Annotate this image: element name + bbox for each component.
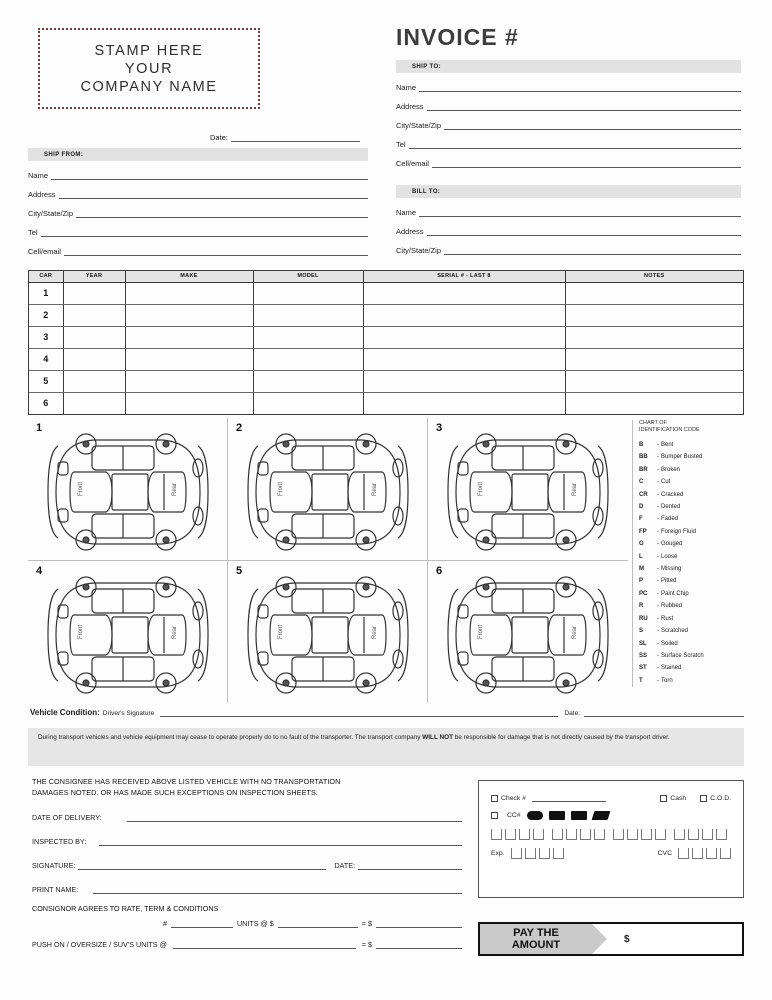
mastercard-logo <box>527 811 543 820</box>
code-desc: Torn <box>661 677 673 684</box>
code-desc: Rust <box>661 615 674 622</box>
code-row: R - Rubbed <box>639 600 744 612</box>
transport-disclaimer <box>28 728 744 766</box>
ship-to-tel-label: Tel <box>396 140 406 149</box>
row-number: 1 <box>29 282 63 304</box>
ship-to-citystatezip-field[interactable] <box>396 114 741 130</box>
cell-make[interactable] <box>125 282 253 304</box>
cell-serial[interactable] <box>363 304 565 326</box>
code-desc: Loose <box>661 553 678 560</box>
table-row[interactable] <box>29 326 743 348</box>
units-count-line[interactable] <box>171 919 233 928</box>
cell-year[interactable] <box>63 326 125 348</box>
code-row: RU - Rust <box>639 613 744 625</box>
ship-from-name-field[interactable] <box>28 164 368 180</box>
cash-label: Cash <box>670 795 687 802</box>
svg-text:Front: Front <box>78 624 84 639</box>
date-of-delivery-field[interactable] <box>32 806 462 822</box>
card-digit-box[interactable] <box>519 829 530 840</box>
code-row: BB - Bumper Busted <box>639 451 744 463</box>
code-desc: Foreign Fluid <box>661 528 697 535</box>
pushon-equals-label: = $ <box>361 940 372 949</box>
code-desc: Bumper Busted <box>661 454 703 461</box>
code-key: PC <box>639 590 648 597</box>
car-diagram-number: 3 <box>436 422 443 434</box>
car-diagram-number: 2 <box>236 422 243 434</box>
row-number: 5 <box>29 370 63 392</box>
cc-label: CC# <box>507 812 521 819</box>
card-digit-box[interactable] <box>580 829 591 840</box>
code-key: R <box>639 603 644 610</box>
car-top-view-icon <box>34 428 220 556</box>
ship-to-address-field[interactable] <box>396 95 741 111</box>
signature-date-label: DATE: <box>334 861 356 870</box>
car-diagram-5[interactable] <box>228 561 428 704</box>
code-key: D <box>639 504 644 511</box>
card-digit-box[interactable] <box>674 829 685 840</box>
code-row: B - Bent <box>639 439 744 451</box>
pay-amount-line1: PAY THE <box>513 927 559 939</box>
cell-model[interactable] <box>253 348 363 370</box>
code-row: T - Torn <box>639 675 744 687</box>
cell-notes[interactable] <box>565 348 743 370</box>
vehicle-condition-row <box>30 708 744 717</box>
bill-to-name-line[interactable] <box>419 208 741 217</box>
bill-to-address-line[interactable] <box>427 227 741 236</box>
bill-to-address-label: Address <box>396 227 424 236</box>
units-at-label: UNITS @ $ <box>236 919 274 928</box>
cvc-boxes[interactable] <box>678 848 731 859</box>
header-date-label: Date: <box>210 133 228 142</box>
code-desc: Paint Chip <box>661 590 689 597</box>
cvc-digit-box[interactable] <box>678 848 689 859</box>
ship-to-citystatezip-label: City/State/Zip <box>396 121 442 130</box>
ship-from-header: SHIP FROM: <box>28 148 368 161</box>
car-diagram-2[interactable] <box>228 418 428 561</box>
card-digit-box[interactable] <box>594 829 605 840</box>
cell-serial[interactable] <box>363 348 565 370</box>
payment-method-box <box>478 780 744 898</box>
row-number: 2 <box>29 304 63 326</box>
company-stamp-box <box>38 28 260 109</box>
exp-label: Exp. <box>491 850 505 857</box>
cell-notes[interactable] <box>565 370 743 392</box>
code-desc: Faded <box>661 516 679 523</box>
car-diagram-3[interactable] <box>428 418 628 561</box>
bill-to-header: BILL TO: <box>396 185 741 198</box>
code-row: CR - Cracked <box>639 489 744 501</box>
car-diagram-6[interactable] <box>428 561 628 704</box>
bill-to-citystatezip-line[interactable] <box>444 246 741 255</box>
cell-year[interactable] <box>63 304 125 326</box>
car-top-view-icon <box>34 571 220 699</box>
cvc-digit-box[interactable] <box>706 848 717 859</box>
code-row: L - Loose <box>639 551 744 563</box>
ship-from-tel-line[interactable] <box>41 228 368 237</box>
vehicle-condition-label: Vehicle Condition: <box>30 708 100 717</box>
cell-make[interactable] <box>125 326 253 348</box>
card-digit-box[interactable] <box>533 829 544 840</box>
code-key: BR <box>639 466 648 473</box>
table-row[interactable] <box>29 392 743 414</box>
cell-model[interactable] <box>253 326 363 348</box>
card-digit-box[interactable] <box>491 829 502 840</box>
code-key: S <box>639 628 644 635</box>
cell-serial[interactable] <box>363 370 565 392</box>
svg-text:Front: Front <box>478 481 484 496</box>
pushon-total-line[interactable] <box>376 940 462 949</box>
car-diagram-number: 6 <box>436 564 443 577</box>
ship-from-citystatezip-label: City/State/Zip <box>28 209 74 218</box>
cell-model[interactable] <box>253 304 363 326</box>
code-key: T <box>639 677 643 684</box>
col-serial: SERIAL # - LAST 8 <box>363 271 565 282</box>
cash-checkbox[interactable] <box>660 795 667 802</box>
cell-notes[interactable] <box>565 282 743 304</box>
col-year: YEAR <box>63 271 125 282</box>
units-rate-line[interactable] <box>278 919 358 928</box>
row-number: 6 <box>29 392 63 414</box>
col-car: CAR <box>29 271 63 282</box>
code-key: L <box>639 553 643 560</box>
code-desc: Cracked <box>661 491 684 498</box>
ship-to-cellemail-label: Cell/email <box>396 159 429 168</box>
driver-signature-line[interactable] <box>160 709 558 717</box>
units-total-line[interactable] <box>376 919 462 928</box>
check-label: Check # <box>501 795 526 802</box>
cell-serial[interactable] <box>363 282 565 304</box>
code-key: SL <box>639 640 647 647</box>
cvc-digit-box[interactable] <box>720 848 731 859</box>
table-row[interactable] <box>29 304 743 326</box>
bill-to-citystatezip-label: City/State/Zip <box>396 246 442 255</box>
signature-line[interactable] <box>78 861 326 870</box>
cell-model[interactable] <box>253 282 363 304</box>
code-row: C - Cut <box>639 476 744 488</box>
card-digit-box[interactable] <box>505 829 516 840</box>
check-checkbox[interactable] <box>491 795 498 802</box>
code-row: S - Scratched <box>639 625 744 637</box>
exp-boxes[interactable] <box>511 848 564 859</box>
ship-to-section <box>396 60 741 168</box>
ship-from-name-label: Name <box>28 171 49 180</box>
pay-amount-currency: $ <box>624 933 630 945</box>
ship-from-citystatezip-field[interactable] <box>28 202 368 218</box>
inspected-by-label: INSPECTED BY: <box>32 837 87 846</box>
inspected-by-line[interactable] <box>99 837 462 846</box>
units-rate-row[interactable] <box>32 919 462 928</box>
ship-from-tel-label: Tel <box>28 228 38 237</box>
pay-amount-line2: AMOUNT <box>511 939 561 951</box>
code-desc: Cut <box>661 479 671 486</box>
pushon-label: PUSH ON / OVERSIZE / SUV'S UNITS @ <box>32 940 167 949</box>
ship-from-address-line[interactable] <box>59 190 368 199</box>
ship-to-citystatezip-line[interactable] <box>444 121 741 130</box>
discover-logo <box>591 811 610 820</box>
bill-to-section <box>396 185 741 255</box>
code-desc: Rubbed <box>661 603 683 610</box>
card-digit-box[interactable] <box>716 829 727 840</box>
ship-to-tel-field[interactable] <box>396 133 741 149</box>
svg-text:Front: Front <box>78 481 84 496</box>
code-row: G - Gouged <box>639 538 744 550</box>
disclaimer-text-1: During transport vehicles and vehicle equipment may cease to operate properly do to no fault of the transporter. The transport company <box>38 734 423 741</box>
code-key: C <box>639 479 644 486</box>
exp-digit-box[interactable] <box>525 848 536 859</box>
ship-from-tel-field[interactable] <box>28 221 368 237</box>
signature-field[interactable] <box>32 854 462 870</box>
print-name-line[interactable] <box>93 885 462 894</box>
ship-to-tel-line[interactable] <box>409 140 741 149</box>
card-digit-box[interactable] <box>627 829 638 840</box>
units-hash-label: # <box>162 919 167 928</box>
code-key: P <box>639 578 644 585</box>
svg-text:Rear: Rear <box>572 482 578 496</box>
visa-logo <box>549 811 565 820</box>
cell-serial[interactable] <box>363 326 565 348</box>
date-of-delivery-label: DATE OF DELIVERY: <box>32 813 102 822</box>
consignee-section <box>32 776 462 949</box>
ship-to-name-field[interactable] <box>396 76 741 92</box>
car-top-view-icon <box>434 571 620 699</box>
code-row: M - Missing <box>639 563 744 575</box>
svg-text:Rear: Rear <box>372 482 378 496</box>
pushon-rate-line[interactable] <box>173 940 356 949</box>
exp-digit-box[interactable] <box>539 848 550 859</box>
cell-year[interactable] <box>63 348 125 370</box>
code-key: SS <box>639 652 648 659</box>
code-row: F - Faded <box>639 513 744 525</box>
invoice-title: INVOICE # <box>396 24 519 50</box>
ship-to-cellemail-field[interactable] <box>396 152 741 168</box>
table-row[interactable] <box>29 370 743 392</box>
code-row: BR - Broken <box>639 464 744 476</box>
card-digit-box[interactable] <box>641 829 652 840</box>
cell-year[interactable] <box>63 392 125 414</box>
car-diagram-number: 4 <box>36 564 43 577</box>
units-equals-label: = $ <box>361 919 372 928</box>
code-key: RU <box>639 615 648 622</box>
code-desc: Bent <box>661 442 674 448</box>
code-row: D - Dented <box>639 501 744 513</box>
consignee-heading-line2: DAMAGES NOTED. OR HAS MADE SUCH EXCEPTIONS ON INSPECTION SHEETS. <box>32 788 318 797</box>
cell-notes[interactable] <box>565 304 743 326</box>
row-number: 3 <box>29 326 63 348</box>
cell-make[interactable] <box>125 392 253 414</box>
table-row[interactable] <box>29 282 743 304</box>
car-diagram-number: 5 <box>236 564 243 577</box>
consignee-heading-line1: THE CONSIGNEE HAS RECEIVED ABOVE LISTED VEHICLE WITH NO TRANSPORTATION <box>32 777 341 786</box>
cell-notes[interactable] <box>565 326 743 348</box>
code-desc: Gouged <box>661 541 683 548</box>
car-top-view-icon <box>234 571 420 699</box>
code-key: M <box>639 566 644 573</box>
cvc-label: CVC <box>657 850 672 857</box>
ship-from-citystatezip-line[interactable] <box>76 209 368 218</box>
col-notes: NOTES <box>565 271 743 282</box>
damage-code-chart <box>632 420 744 687</box>
code-key: ST <box>639 665 647 672</box>
date-of-delivery-line[interactable] <box>127 813 462 822</box>
header-date-line[interactable] <box>231 133 360 142</box>
table-row[interactable] <box>29 348 743 370</box>
svg-text:Rear: Rear <box>172 625 178 639</box>
col-make: MAKE <box>125 271 253 282</box>
cell-notes[interactable] <box>565 392 743 414</box>
card-digit-box[interactable] <box>566 829 577 840</box>
table-header-row <box>29 271 743 282</box>
card-digit-box[interactable] <box>688 829 699 840</box>
disclaimer-bold: WILL NOT <box>422 734 454 741</box>
cell-make[interactable] <box>125 348 253 370</box>
svg-text:Front: Front <box>478 624 484 639</box>
signature-date-line[interactable] <box>358 861 462 870</box>
code-key: G <box>639 541 644 548</box>
vehicle-condition-date-label: Date: <box>564 710 580 717</box>
vehicle-condition-date-line[interactable] <box>584 709 744 717</box>
stamp-line-3: COMPANY NAME <box>80 78 218 95</box>
car-diagram-number: 1 <box>36 422 43 434</box>
card-digit-box[interactable] <box>552 829 563 840</box>
svg-text:Front: Front <box>278 624 284 639</box>
cell-serial[interactable] <box>363 392 565 414</box>
cod-checkbox[interactable] <box>700 795 707 802</box>
inspected-by-field[interactable] <box>32 830 462 846</box>
code-desc: Pitted <box>661 578 677 585</box>
code-desc: Soiled <box>661 640 678 647</box>
cell-model[interactable] <box>253 370 363 392</box>
card-digit-box[interactable] <box>655 829 666 840</box>
ship-to-cellemail-line[interactable] <box>432 159 741 168</box>
exp-digit-box[interactable] <box>553 848 564 859</box>
code-key: B <box>639 442 644 448</box>
car-top-view-icon <box>434 428 620 556</box>
amex-logo <box>571 811 587 820</box>
code-chart-title-line1: CHART OF <box>639 420 667 426</box>
driver-signature-label: Driver's Signature <box>102 710 155 717</box>
cod-label: C.O.D. <box>710 795 731 802</box>
svg-text:Front: Front <box>278 481 284 496</box>
ship-from-section <box>28 148 368 256</box>
car-diagram-4[interactable] <box>28 561 228 704</box>
code-desc: Surface Scratch <box>661 652 704 659</box>
code-desc: Scratched <box>661 628 689 635</box>
ship-from-cellemail-line[interactable] <box>64 247 368 256</box>
code-key: FP <box>639 528 647 535</box>
code-key: BB <box>639 454 648 461</box>
creditcard-checkbox[interactable] <box>491 812 498 819</box>
ship-from-cellemail-label: Cell/email <box>28 247 61 256</box>
bill-to-name-field[interactable] <box>396 201 741 217</box>
code-row: ST - Stained <box>639 662 744 674</box>
code-desc: Broken <box>661 466 681 473</box>
vehicle-list-table <box>28 270 744 415</box>
card-digit-box[interactable] <box>702 829 713 840</box>
bill-to-name-label: Name <box>396 208 417 217</box>
code-row: SS - Surface Scratch <box>639 650 744 662</box>
pushon-oversize-row[interactable] <box>32 940 462 949</box>
cell-model[interactable] <box>253 392 363 414</box>
cvc-digit-box[interactable] <box>692 848 703 859</box>
print-name-label: PRINT NAME: <box>32 885 79 894</box>
ship-to-name-line[interactable] <box>419 83 741 92</box>
header-date-field[interactable] <box>210 126 360 142</box>
code-row: FP - Foreign Fluid <box>639 526 744 538</box>
row-number: 4 <box>29 348 63 370</box>
svg-text:Rear: Rear <box>172 482 178 496</box>
code-row: SL - Soiled <box>639 638 744 650</box>
ship-to-address-label: Address <box>396 102 424 111</box>
check-number-line[interactable] <box>532 795 606 802</box>
stamp-line-1: STAMP HERE <box>94 42 204 59</box>
col-model: MODEL <box>253 271 363 282</box>
bill-to-address-field[interactable] <box>396 220 741 236</box>
code-key: F <box>639 516 643 523</box>
cell-year[interactable] <box>63 370 125 392</box>
svg-text:Rear: Rear <box>372 625 378 639</box>
ship-from-name-line[interactable] <box>51 171 368 180</box>
ship-from-address-label: Address <box>28 190 56 199</box>
vehicle-diagram-grid <box>28 418 628 703</box>
ship-from-cellemail-field[interactable] <box>28 240 368 256</box>
ship-to-header: SHIP TO: <box>396 60 741 73</box>
svg-text:Rear: Rear <box>572 625 578 639</box>
cell-make[interactable] <box>125 304 253 326</box>
code-chart-title-line2: IDENTIFICATION CODE <box>639 427 700 433</box>
pay-amount-box[interactable] <box>478 922 744 956</box>
code-row: PC - Paint Chip <box>639 588 744 600</box>
card-number-boxes[interactable] <box>491 829 731 840</box>
card-digit-box[interactable] <box>613 829 624 840</box>
cell-year[interactable] <box>63 282 125 304</box>
ship-to-address-line[interactable] <box>427 102 741 111</box>
bill-to-citystatezip-field[interactable] <box>396 239 741 255</box>
disclaimer-text-2: be responsible for damage that is not directly caused by the transport driver. <box>453 734 670 741</box>
code-key: CR <box>639 491 648 498</box>
stamp-line-2: YOUR <box>124 60 174 77</box>
car-diagram-1[interactable] <box>28 418 228 561</box>
cell-make[interactable] <box>125 370 253 392</box>
exp-digit-box[interactable] <box>511 848 522 859</box>
print-name-field[interactable] <box>32 878 462 894</box>
consignor-agreement-note: CONSIGNOR AGREES TO RATE, TERM & CONDITIONS <box>32 904 219 913</box>
code-desc: Dented <box>661 504 681 511</box>
car-top-view-icon <box>234 428 420 556</box>
code-desc: Missing <box>661 566 682 573</box>
code-row: P - Pitted <box>639 575 744 587</box>
pay-amount-arrow <box>480 924 592 954</box>
ship-to-name-label: Name <box>396 83 417 92</box>
ship-from-address-field[interactable] <box>28 183 368 199</box>
signature-label: SIGNATURE: <box>32 861 76 870</box>
code-desc: Stained <box>661 665 682 672</box>
